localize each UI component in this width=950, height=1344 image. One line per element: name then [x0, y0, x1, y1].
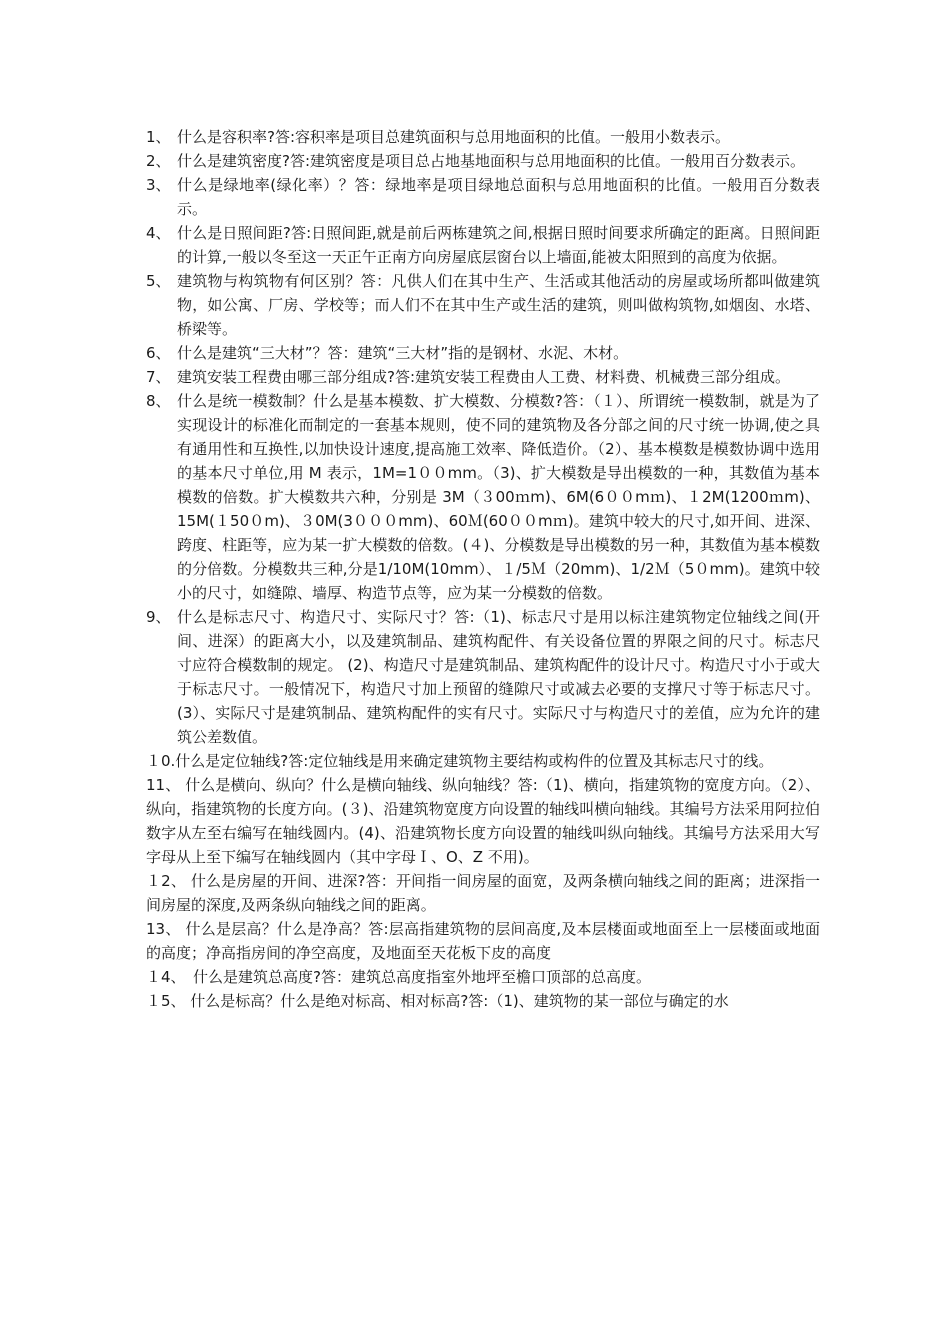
list-item: [146, 365, 820, 389]
list-item: [146, 125, 820, 149]
paragraph: 11、 什么是横向、纵向？什么是横向轴线、纵向轴线？答:（1)、横向，指建筑物的宽度方向。（2）、纵向，指建筑物的长度方向。(３)、沿建筑物宽度方向设置的轴线叫横向轴线。其编号方法采用阿拉伯数字从左至右编写在轴线圆内。(4)、沿建筑物长度方向设置的轴线叫纵向轴线。其编号方法采用大写字母从上至下编写在轴线圆内（其中字母Ｉ、O、Z 不用)。: [146, 776, 820, 866]
item-number: 7、: [146, 368, 171, 386]
item-number: 6、: [146, 344, 171, 362]
item-text: 什么是标志尺寸、构造尺寸、实际尺寸？答:（1)、标志尺寸是用以标注建筑物定位轴线之间(开间、进深）的距离大小，以及建筑制品、建筑构配件、有关设备位置的界限之间的尺寸。标志尺寸应符合模数制的规定。 (2)、构造尺寸是建筑制品、建筑构配件的设计尺寸。构造尺寸小于或大于标志尺寸。一般情况下，构造尺寸加上预留的缝隙尺寸或减去必要的支撑尺寸等于标志尺寸。 (3）、实际尺寸是建筑制品、建筑构配件的实有尺寸。实际尺寸与构造尺寸的差值，应为允许的建筑公差数值。: [177, 608, 820, 746]
item-number: 3、: [146, 176, 171, 194]
item-number: 5、: [146, 272, 171, 290]
list-item: [146, 389, 820, 605]
paragraph: １0.什么是定位轴线?答:定位轴线是用来确定建筑物主要结构或构件的位置及其标志尺寸的线。: [146, 752, 774, 770]
document-body: [146, 125, 820, 1013]
list-item: [146, 341, 820, 365]
item-text: 建筑物与构筑物有何区别？答：凡供人们在其中生产、生活或其他活动的房屋或场所都叫做建筑物，如公寓、厂房、学校等；而人们不在其中生产或生活的建筑，则叫做构筑物,如烟囱、水塔、桥梁等。: [177, 272, 820, 338]
item-number: 2、: [146, 152, 171, 170]
list-item: [146, 269, 820, 341]
list-item: [146, 149, 820, 173]
item-text: 什么是容积率?答:容积率是项目总建筑面积与总用地面积的比值。一般用小数表示。: [177, 128, 731, 146]
paragraph: １2、 什么是房屋的开间、进深?答：开间指一间房屋的面宽，及两条横向轴线之间的距离；进深指一间房屋的深度,及两条纵向轴线之间的距离。: [146, 872, 820, 914]
item-text: 什么是日照间距?答:日照间距,就是前后两栋建筑之间,根据日照时间要求所确定的距离。日照间距的计算,一般以冬至这一天正午正南方向房屋底层窗台以上墙面,能被太阳照到的高度为依据。: [177, 224, 820, 266]
list-item: [146, 221, 820, 269]
item-text: 什么是统一模数制？什么是基本模数、扩大模数、分模数?答：（１）、所谓统一模数制，就是为了实现设计的标准化而制定的一套基本规则，使不同的建筑物及各分部之间的尺寸统一协调,使之具有通用性和互换性,以加快设计速度,提高施工效率、降低造价。（2）、基本模数是模数协调中选用的基本尺寸单位,用 M 表示，1M=1００mm。（3)、扩大模数是导出模数的一种，其数值为基本模数的倍数。扩大模数共六种，分别是 3M（３00ｍm)、6M(6００mｍ)、１2M(1200ｍm)、15M(１50０m)、３0M(3０００mm)、60Ｍ(60００mｍ)。建筑中较大的尺寸,如开间、进深、跨度、柱距等，应为某一扩大模数的倍数。(４)、分模数是导出模数的另一种，其数值为基本模数的分倍数。分模数共三种,分是1/10M(10mm）、１/5Ｍ（20mm)、1/2Ｍ（5０mm)。建筑中较小的尺寸，如缝隙、墙厚、构造节点等，应为某一分模数的倍数。: [177, 392, 820, 602]
item-number: 4、: [146, 224, 171, 242]
list-item: [146, 173, 820, 221]
paragraph: １5、 什么是标高？什么是绝对标高、相对标高?答:（1)、建筑物的某一部位与确定的水: [146, 992, 729, 1010]
item-number: 9、: [146, 608, 171, 626]
item-text: 什么是建筑“三大材”？答：建筑“三大材”指的是钢材、水泥、木材。: [177, 344, 629, 362]
list-item: [146, 605, 820, 749]
item-text: 什么是绿地率(绿化率）？答：绿地率是项目绿地总面积与总用地面积的比值。一般用百分数表示。: [177, 176, 820, 218]
item-text: 建筑安装工程费由哪三部分组成?答:建筑安装工程费由人工费、材料费、机械费三部分组成。: [177, 368, 791, 386]
paragraph: 13、 什么是层高？什么是净高？答:层高指建筑物的层间高度,及本层楼面或地面至上一层楼面或地面的高度；净高指房间的净空高度，及地面至天花板下皮的高度: [146, 920, 820, 962]
item-number: 8、: [146, 392, 171, 410]
paragraph: １4、 什么是建筑总高度?答：建筑总高度指室外地坪至檐口顶部的总高度。: [146, 968, 652, 986]
item-text: 什么是建筑密度?答:建筑密度是项目总占地基地面积与总用地面积的比值。一般用百分数表示。: [177, 152, 806, 170]
item-number: 1、: [146, 128, 171, 146]
